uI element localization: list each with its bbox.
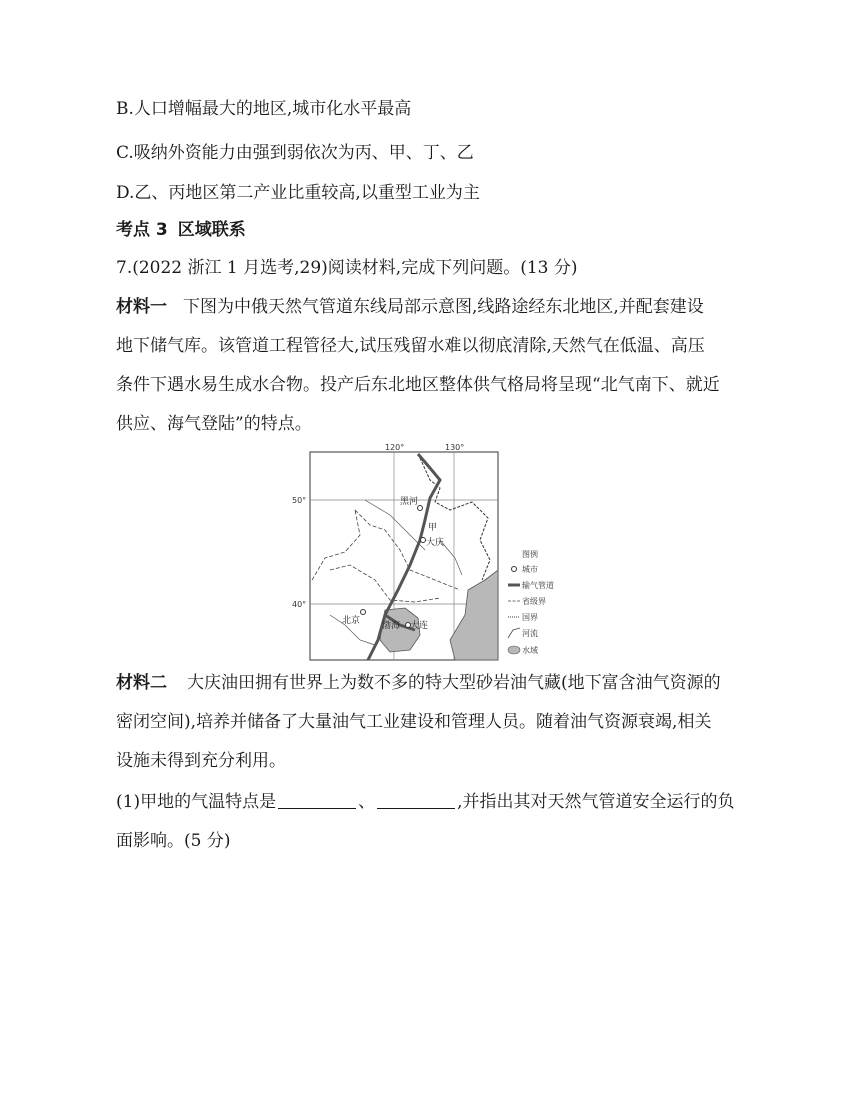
lon-label-130: 130°	[445, 443, 465, 452]
section-title: 区域联系	[177, 220, 246, 240]
lon-label-120: 120°	[385, 443, 405, 452]
material1-line-3: 条件下遇水易生成水合物。投产后东北地区整体供气格局将呈现“北气南下、就近	[116, 375, 720, 395]
material1-line-2: 地下储气库。该管道工程管径大,试压残留水难以彻底清除,天然气在低温、高压	[116, 336, 705, 356]
city-daqing	[421, 538, 426, 543]
legend-water: 水域	[522, 646, 538, 655]
legend-city-icon	[512, 567, 517, 572]
legend-national: 国界	[522, 613, 538, 622]
label-dalian: 大连	[410, 621, 429, 631]
pipeline-map	[290, 440, 570, 665]
legend-water-icon	[508, 646, 520, 654]
material1-text-1: 下图为中俄天然气管道东线局部示意图,线路途经东北地区,并配套建设	[183, 297, 704, 317]
lat-label-50: 50°	[292, 496, 307, 505]
subquestion-1-part1: (1)甲地的气温特点是	[116, 792, 277, 812]
legend-pipeline: 输气管道	[522, 581, 554, 590]
subquestion-1-part2: ,并指出其对天然气管道安全运行的负	[457, 792, 735, 812]
legend-city: 城市	[522, 565, 538, 574]
material2-line-1	[116, 671, 721, 695]
material2-label: 材料二	[116, 673, 167, 693]
material2-line-2: 密闭空间),培养并储备了大量油气工业建设和管理人员。随着油气资源衰竭,相关	[116, 712, 712, 732]
city-heihe	[418, 506, 423, 511]
legend-title: 图例	[522, 550, 538, 559]
material2-line-3: 设施未得到充分利用。	[116, 751, 286, 771]
option-d: D.乙、丙地区第二产业比重较高,以重型工业为主	[116, 183, 480, 203]
legend-river: 河流	[522, 629, 538, 638]
label-beijing: 北京	[342, 616, 361, 626]
subquestion-1-line-1	[116, 790, 735, 814]
label-heihe: 黑河	[400, 497, 419, 507]
lat-label-40: 40°	[292, 600, 307, 609]
label-daqing: 大庆	[426, 538, 445, 548]
subquestion-1-line-2: 面影响。(5 分)	[116, 831, 231, 851]
option-c: C.吸纳外资能力由强到弱依次为丙、甲、丁、乙	[116, 143, 474, 163]
subquestion-1-sep: 、	[358, 792, 376, 812]
label-bohai: 渤海	[382, 621, 401, 631]
section-label: 考点 3	[116, 220, 168, 240]
material2-text-1: 大庆油田拥有世界上为数不多的特大型砂岩油气藏(地下富含油气资源的	[187, 673, 721, 693]
legend-province: 省级界	[522, 597, 546, 606]
answer-blank-1[interactable]	[278, 792, 356, 809]
section-heading	[116, 218, 246, 242]
material1-line-4: 供应、海气登陆”的特点。	[116, 414, 312, 434]
option-b: B.人口增幅最大的地区,城市化水平最高	[116, 99, 412, 119]
city-beijing	[361, 610, 366, 615]
label-jia: 甲	[428, 523, 438, 533]
question-stem: 7.(2022 浙江 1 月选考,29)阅读材料,完成下列问题。(13 分)	[116, 258, 578, 278]
material1-line-1	[116, 295, 704, 319]
legend-river-icon	[508, 628, 520, 638]
answer-blank-2[interactable]	[377, 792, 455, 809]
material1-label: 材料一	[116, 297, 167, 317]
